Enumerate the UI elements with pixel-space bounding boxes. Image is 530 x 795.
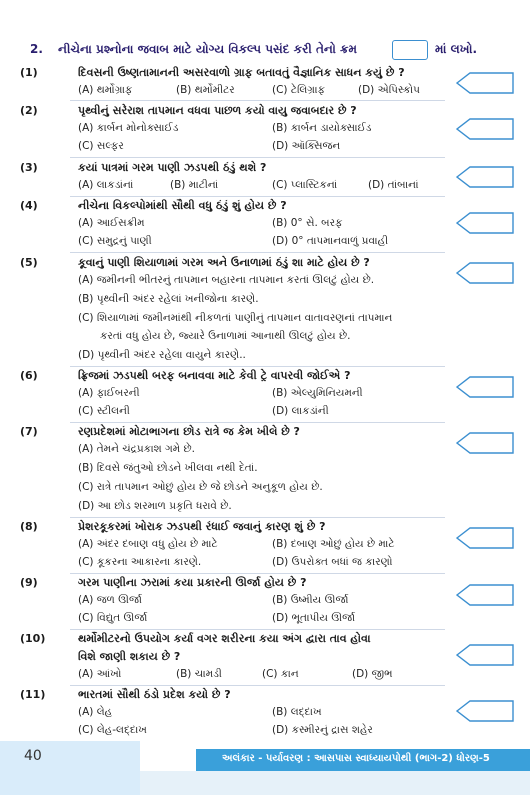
question-text: થર્મોમીટરનો ઉપયોગ કર્યા વગર શરીરના કયા અંગ દ્વારા તાવ હોવા xyxy=(78,632,371,645)
answer-arrow-box[interactable] xyxy=(456,700,514,722)
option-a: (A) આઈસક્રીમ xyxy=(78,217,145,229)
option-d: (D) પૃથ્વીની અંદર રહેલા વાયુને કારણે.. xyxy=(78,349,246,361)
question-number: (6) xyxy=(20,369,38,382)
option-c: (C) ટેલિગ્રાફ xyxy=(272,84,326,96)
question-text: રણપ્રદેશમાં મોટાભાગના છોડ રાત્રે જ કેમ ખીલે છે ? xyxy=(78,425,300,438)
question-number: (9) xyxy=(20,576,38,589)
divider xyxy=(70,366,445,367)
question-number: (3) xyxy=(20,161,38,174)
option-b: (B) 0° સે. બરફ xyxy=(272,217,343,229)
question-text: ફ્રિજમાં ઝડપથી બરફ બનાવવા માટે કેવી ટ્રે વાપરવી જોઈએ ? xyxy=(78,369,351,382)
question-number: (8) xyxy=(20,520,38,533)
option-c: (C) શિયાળામાં જમીનમાંથી નીકળતાં પાણીનું તાપમાન વાતાવરણનાં તાપમાન xyxy=(78,312,393,324)
option-b: (B) ઉષ્મીય ઊર્જા xyxy=(272,594,349,606)
question-number: (5) xyxy=(20,256,38,269)
page-number: 40 xyxy=(24,748,42,764)
option-c: (C) રાત્રે તાપમાન ઓછું હોય છે જે છોડને અનુકૂળ હોય છે. xyxy=(78,481,323,493)
question-text: ભારતમાં સૌથી ઠંડો પ્રદેશ કયો છે ? xyxy=(78,688,231,701)
option-b: (B) દબાણ ઓછું હોય છે માટે xyxy=(272,538,395,550)
divider xyxy=(70,100,445,101)
option-b: (B) કાર્બન ડાયોક્સાઈડ xyxy=(272,122,372,134)
divider xyxy=(70,573,445,574)
option-c: (C) લેહ-લદ્દાખ xyxy=(78,724,147,736)
question-number: (11) xyxy=(20,688,46,701)
divider xyxy=(70,196,445,197)
footer-series-title: અલંકાર - પર્યાવરણ : આસપાસ સ્વાધ્યાયપોથી (ભાગ-2) ધોરણ-5 xyxy=(222,753,490,764)
answer-arrow-box[interactable] xyxy=(456,527,514,549)
option-a: (A) કાર્બન મોનોક્સાઈડ xyxy=(78,122,179,134)
option-b: (B) પૃથ્વીની અંદર રહેલાં ખનીજોના કારણે. xyxy=(78,293,259,305)
question-number: (2) xyxy=(20,104,38,117)
option-d: (D) કસ્મીરનું દ્રાસ શહેર xyxy=(272,724,373,736)
option-a: (A) જળ ઊર્જા xyxy=(78,594,143,606)
section-instruction: નીચેના પ્રશ્નોના જવાબ માટે યોગ્ય વિકલ્પ પસંદ કરી તેનો ક્રમ xyxy=(58,42,357,56)
option-a: (A) અંદર દબાણ વધુ હોય છે માટે xyxy=(78,538,218,550)
question-text: દિવસની ઉષ્ણતામાનની અસરવાળો ગ્રાફ બતાવતું વૈજ્ઞાનિક સાધન કયું છે ? xyxy=(78,66,405,79)
option-d: (D) જીભ xyxy=(352,668,393,680)
option-c-continued: કરતાં વધુ હોય છે, જ્યારે ઉનાળામાં આનાથી ઊલટું હોય છે. xyxy=(100,330,351,342)
answer-arrow-box[interactable] xyxy=(456,644,514,666)
option-c: (C) વિદ્યુત ઊર્જા xyxy=(78,612,148,624)
option-d: (D) 0° તાપમાનવાળું પ્રવાહી xyxy=(272,235,389,247)
option-c: (C) પ્લાસ્ટિકનાં xyxy=(272,179,338,191)
divider xyxy=(70,685,445,686)
question-number: (4) xyxy=(20,199,38,212)
divider xyxy=(70,629,445,630)
option-a: (A) લેહ xyxy=(78,706,113,718)
question-text: કયાં પાત્રમાં ગરમ પાણી ઝડપથી ઠંડું થશે ? xyxy=(78,161,267,174)
question-text: ગરમ પાણીના ઝરામાં કયા પ્રકારની ઊર્જા હોય છે ? xyxy=(78,576,307,589)
section-instruction-tail: માં લખો. xyxy=(435,42,478,56)
option-d: (D) ઑક્સિજન xyxy=(272,140,341,152)
answer-arrow-box[interactable] xyxy=(456,212,514,234)
option-d: (D) ભૂતાપીય ઊર્જા xyxy=(272,612,356,624)
option-c: (C) સ્ટીલની xyxy=(78,405,130,417)
option-b: (B) થર્મોમીટર xyxy=(176,84,235,96)
question-text-continued: વિશે જાણી શકાય છે ? xyxy=(78,650,181,663)
answer-arrow-box[interactable] xyxy=(456,584,514,606)
answer-arrow-box[interactable] xyxy=(456,166,514,188)
section-number: 2. xyxy=(30,42,43,56)
option-b: (B) માટીનાં xyxy=(170,179,219,191)
option-c: (C) સલ્ફર xyxy=(78,140,124,152)
question-text: કૂવાનું પાણી શિયાળામાં ગરમ અને ઉનાળામાં ઠંડું શા માટે હોય છે ? xyxy=(78,256,370,269)
option-b: (B) લદ્દાખ xyxy=(272,706,322,718)
question-text: પ્રેશરકૂકરમાં ખોરાક ઝડપથી રંધાઈ જવાનું કારણ શું છે ? xyxy=(78,520,326,533)
option-b: (B) એલ્યુમિનિયમની xyxy=(272,387,363,399)
footer-page-tab xyxy=(0,741,140,795)
answer-arrow-box[interactable] xyxy=(456,376,514,398)
answer-arrow-box[interactable] xyxy=(456,118,514,140)
question-text: પૃથ્વીનું સરેરાશ તાપમાન વધવા પાછળ કયો વાયુ જવાબદાર છે ? xyxy=(78,104,357,117)
option-b: (B) દિવસે જંતુઓ છોડને ખીલવા નથી દેતાં. xyxy=(78,462,258,474)
option-d: (D) ઉપરોક્ત બધાં જ કારણો xyxy=(272,556,393,568)
question-number: (1) xyxy=(20,66,38,79)
option-a: (A) આંખો xyxy=(78,668,122,680)
option-a: (A) ફાઈબરની xyxy=(78,387,140,399)
option-a: (A) તેમને ચંદ્રપ્રકાશ ગમે છે. xyxy=(78,443,195,455)
divider xyxy=(70,157,445,158)
option-c: (C) કૂકરના આકારના કારણે. xyxy=(78,556,202,568)
answer-arrow-box[interactable] xyxy=(456,432,514,454)
question-number: (7) xyxy=(20,425,38,438)
divider xyxy=(70,517,445,518)
option-c: (C) કાન xyxy=(262,668,299,680)
section-heading xyxy=(30,40,510,60)
option-a: (A) લાકડાંનાં xyxy=(78,179,134,191)
option-d: (D) લાકડાંની xyxy=(272,405,329,417)
option-a: (A) થર્મોગ્રાફ xyxy=(78,84,133,96)
option-d: (D) તાંબાનાં xyxy=(368,179,419,191)
option-c: (C) સમુદ્રનું પાણી xyxy=(78,235,152,247)
option-d: (D) એપિસ્કોપ xyxy=(358,84,420,96)
answer-arrow-box[interactable] xyxy=(456,72,514,94)
option-d: (D) આ છોડ શરમાળ પ્રકૃતિ ધરાવે છે. xyxy=(78,500,232,512)
divider xyxy=(70,252,445,253)
question-number: (10) xyxy=(20,632,46,645)
answer-box-sample xyxy=(392,40,428,60)
question-text: નીચેના વિકલ્પોમાંથી સૌથી વધુ ઠંડું શું હોય છે ? xyxy=(78,199,287,212)
option-b: (B) ચામડી xyxy=(176,668,222,680)
option-a: (A) જમીનની ભીતરનું તાપમાન બહારના તાપમાન કરતાં ઊલટું હોય છે. xyxy=(78,274,375,286)
answer-arrow-box[interactable] xyxy=(456,262,514,284)
divider xyxy=(70,422,445,423)
